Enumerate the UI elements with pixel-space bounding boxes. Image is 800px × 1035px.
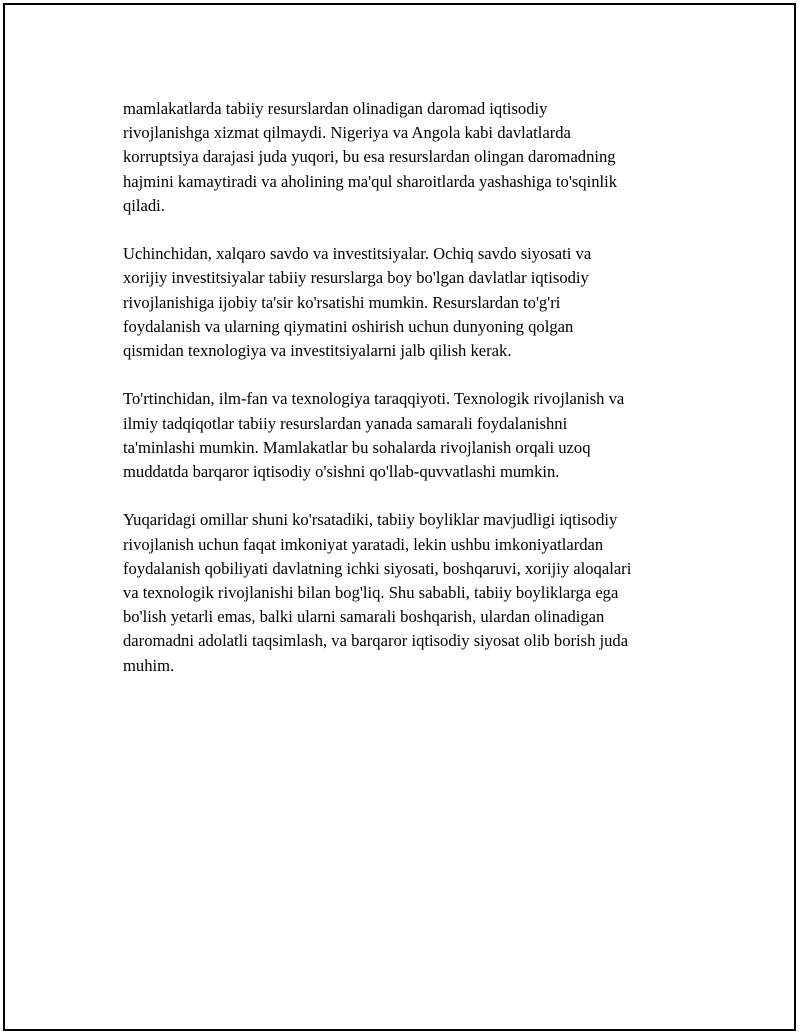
paragraph — [123, 387, 698, 484]
text-line: rivojlanishiga ijobiy ta'sir ko'rsatishi mumkin. Resurslardan to'g'ri — [123, 292, 561, 312]
text-line: muddatda barqaror iqtisodiy o'sishni qo'llab-quvvatlashi mumkin. — [123, 462, 560, 482]
text-line: xorijiy investitsiyalar tabiiy resurslarga boy bo'lgan davlatlar iqtisodiy — [123, 268, 589, 288]
paragraph — [123, 97, 698, 218]
text-line: Yuqaridagi omillar shuni ko'rsatadiki, tabiiy boyliklar mavjudligi iqtisodiy — [123, 510, 618, 530]
paragraph — [123, 508, 698, 677]
text-line: daromadni adolatli taqsimlash, va barqaror iqtisodiy siyosat olib borish juda — [123, 631, 629, 651]
text-line: foydalanish va ularning qiymatini oshirish uchun dunyoning qolgan — [123, 316, 574, 336]
text-line: rivojlanish uchun faqat imkoniyat yaratadi, lekin ushbu imkoniyatlardan — [123, 534, 604, 554]
text-line: qismidan texnologiya va investitsiyalarni jalb qilish kerak. — [123, 341, 512, 361]
text-line: muhim. — [123, 655, 175, 675]
text-line: Uchinchidan, xalqaro savdo va investitsiyalar. Ochiq savdo siyosati va — [123, 244, 592, 264]
paragraph — [123, 242, 698, 363]
text-line: qiladi. — [123, 195, 165, 215]
text-line: bo'lish yetarli emas, balki ularni samarali boshqarish, ulardan olinadigan — [123, 607, 605, 627]
page-frame — [3, 3, 796, 1031]
text-line: va texnologik rivojlanishi bilan bog'liq. Shu sababli, tabiiy boyliklarga ega — [123, 583, 619, 603]
text-line: To'rtinchidan, ilm-fan va texnologiya taraqqiyoti. Texnologik rivojlanish va — [123, 389, 625, 409]
text-line: ilmiy tadqiqotlar tabiiy resurslardan yanada samarali foydalanishni — [123, 413, 568, 433]
document-body — [123, 97, 698, 702]
text-line: hajmini kamaytiradi va aholining ma'qul sharoitlarda yashashiga to'sqinlik — [123, 171, 618, 191]
text-line: mamlakatlarda tabiiy resurslardan olinadigan daromad iqtisodiy — [123, 99, 548, 118]
text-line: rivojlanishga xizmat qilmaydi. Nigeriya va Angola kabi davlatlarda — [123, 123, 571, 143]
text-line: ta'minlashi mumkin. Mamlakatlar bu sohalarda rivojlanish orqali uzoq — [123, 437, 591, 457]
text-line: foydalanish qobiliyati davlatning ichki siyosati, boshqaruvi, xorijiy aloqalari — [123, 558, 632, 578]
text-line: korruptsiya darajasi juda yuqori, bu esa resurslardan olingan daromadning — [123, 147, 616, 167]
